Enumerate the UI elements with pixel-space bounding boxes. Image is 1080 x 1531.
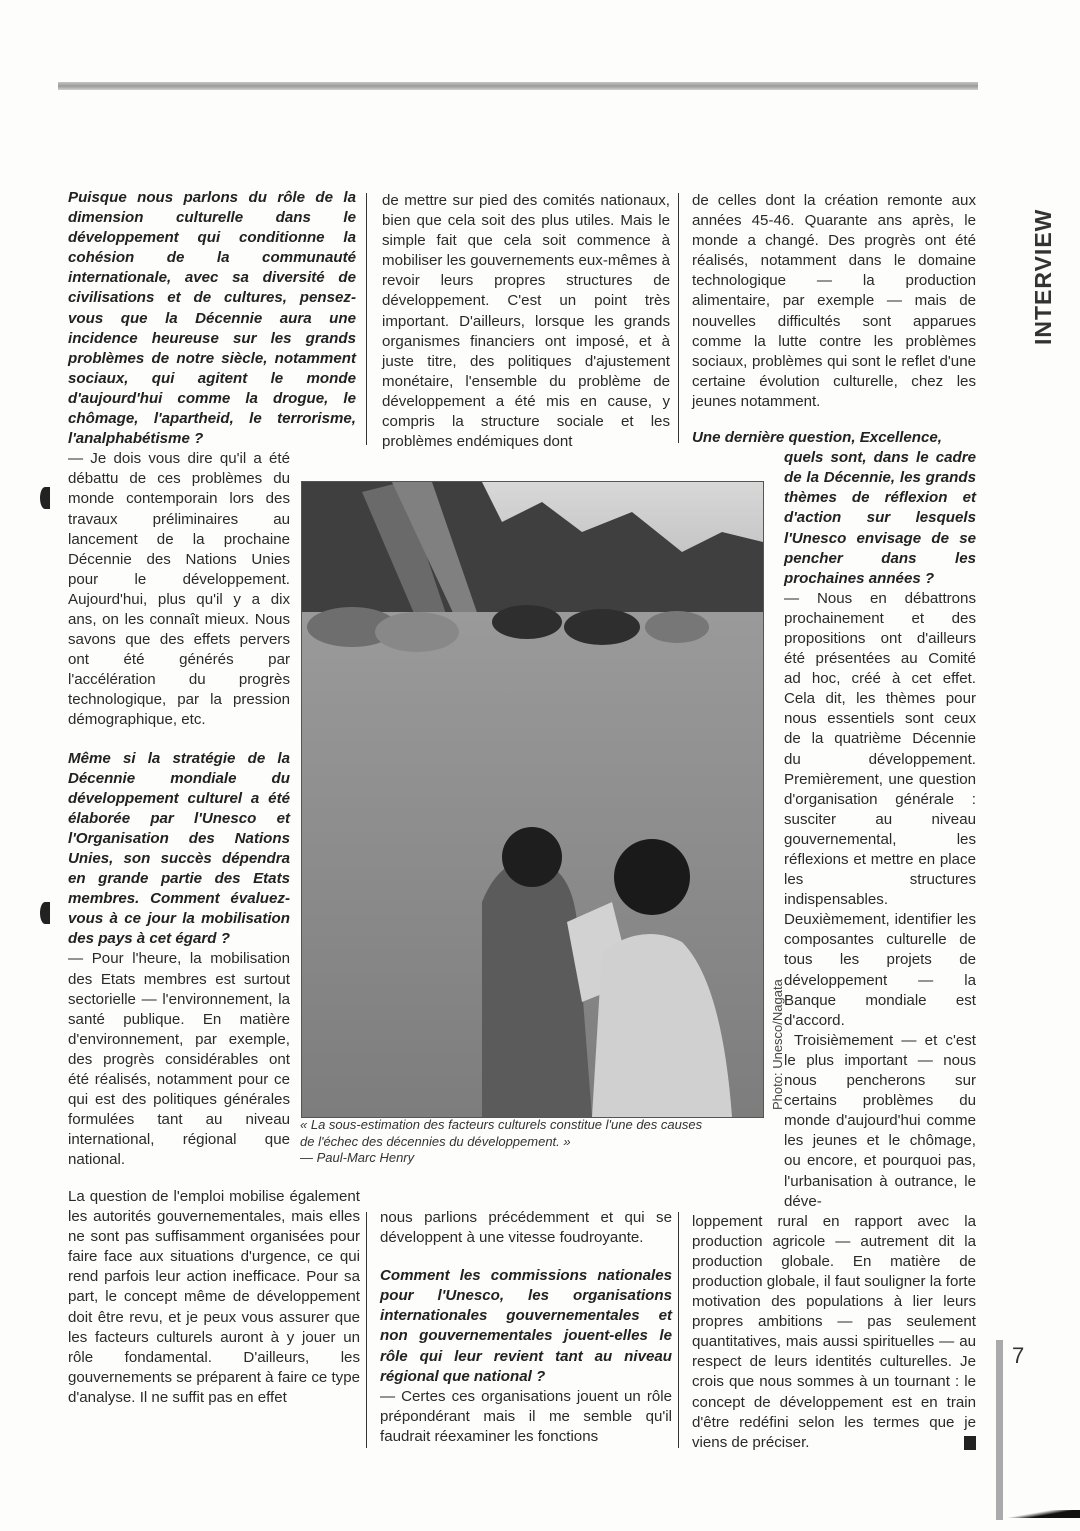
caption-quote: « La sous-estimation des facteurs culturels constitue l'une des causes de l'échec des décennies du développement. » xyxy=(300,1117,703,1149)
column-1-bottom xyxy=(68,1187,360,1408)
header-rule xyxy=(58,82,978,90)
answer-2: — Pour l'heure, la mobilisation des Etats membres est surtout sectorielle — l'environnement, la santé publique. En matière d'environnement, par exemple, des progrès considérables ont été réalisés, notamment pour ce qui est des politiques générales formulées tant au niveau international, régional que national. xyxy=(68,950,290,1169)
answer-2-continued: La question de l'emploi mobilise également les autorités gouvernementales, mais elles ne sont pas suffisamment organisées pour faire face aux situations d'urgence, ce qui rend parfois leur action inefficace. Pour sa part, le concept même de développement doit être revu, et je peux vous assurer que les facteurs culturels auront à y jouer un rôle fondamental. D'ailleurs, les gouvernements se préparent à faire ce type d'analyse. Il ne suffit pas en effet xyxy=(68,1188,360,1406)
caption-author: — Paul-Marc Henry xyxy=(300,1150,415,1165)
section-label: INTERVIEW xyxy=(1030,208,1056,345)
answer-4-part-2: Troisièmement — et c'est le plus important — nous nous pencherons sur certains problèmes du monde d'aujourd'hui comme les jeunes et le chômage, ou encore, et pourquoi pas, l'urbanisation à outrance, le dévе- xyxy=(784,1031,976,1210)
answer-4-part-3 xyxy=(692,1212,976,1453)
question-4-lead: Une dernière question, Excellence, xyxy=(692,429,942,447)
column-divider xyxy=(366,193,367,445)
page-number: 7 xyxy=(1012,1343,1025,1368)
binder-hole-icon xyxy=(40,902,50,924)
column-2-bottom xyxy=(380,1208,672,1447)
column-2 xyxy=(382,191,670,452)
answer-4-part-1: — Nous en débattrons prochainement et des propositions ont d'ailleurs été présentées au Comité ad hoc, créé à cet effet. Cela dit, les thèmes pour nous essentiels sont ceux de la quatrième Décennie du développement. Premièrement, une question d'organisation générale : susciter au niveau gouvernemental, les réflexions et mettre en place les structures indispensables. Deuxièmement, identifier les composantes culturelle de tous les projets de développement — la Banque mondiale est d'accord. xyxy=(784,589,976,1029)
question-2: Même si la stratégie de la Décennie mondiale du développement culturel a été élaborée par l'Unesco et l'Organisation des Nations Unies, son succès dépendra en grande partie des Etats membres. Comment évaluez-vous à ce jour la mobilisation des pays à cet égard ? xyxy=(68,749,290,948)
answer-3-continued: de celles dont la création remonte aux années 45-46. Quarante ans après, le monde a changé. Des progrès ont été réalisés, notamment dans le domaine technologique — la production alimentaire, par exemple — mais de nouvelles difficultés sont apparues comme la lutte contre les problèmes sociaux, problèmes qui sont le reflet d'une certaine évolution culturelle, chez les jeunes notamment. xyxy=(692,192,976,410)
question-3: Comment les commissions nationales pour l'Unesco, les organisations internationales gouvernementales et non gouvernementales jouent-elles le rôle qui leur revient tant au niveau régional que national ? xyxy=(380,1267,672,1385)
answer-1: — Je dois vous dire qu'il a été débattu de ces problèmes du monde contemporain lors des travaux préliminaires au lancement de la prochaine Décennie des Nations Unies pour le développement. Aujourd'hui, plus qu'il y a dix ans, on les connaît mieux. Nous savons que des effets pervers ont été générés par l'accélération du progrès technologique, par la pression démographique, etc. xyxy=(68,450,290,729)
answer-2-end: nous parlions précédemment et qui se développent à une vitesse foudroyante. xyxy=(380,1209,672,1247)
page-curl xyxy=(1000,1510,1080,1518)
photo-credit: Photo: Unesco/Nagata xyxy=(770,979,785,1110)
column-divider xyxy=(678,1212,679,1448)
article-photo xyxy=(301,481,764,1118)
page-edge xyxy=(996,1340,1003,1520)
end-of-article-icon xyxy=(964,1436,976,1450)
question-4: quels sont, dans le cadre de la Décennie, les grands thèmes de réflexion et d'action sur lesquels l'Unesco envisage de se pencher dans les prochaines années ? xyxy=(784,449,976,587)
column-divider xyxy=(678,193,679,443)
answer-2-continued-2: de mettre sur pied des comités nationaux, bien que cela soit des plus utiles. Mais le simple fait que cela soit commence à mobiliser les gouvernements eux-mêmes à revoir leurs propres structures de développement. C'est un point très important. D'ailleurs, lorsque les grands organismes financiers ont imposé, et à juste titre, des politiques d'ajustement monétaire, l'ensemble du problème de développement a été mis en cause, y compris la structure sociale et les problèmes endémiques dont xyxy=(382,192,670,451)
binder-hole-icon xyxy=(40,487,50,509)
photo-field-cattle-readers-icon xyxy=(302,482,763,1117)
photo-caption xyxy=(300,1117,720,1167)
answer-3: — Certes ces organisations jouent un rôle prépondérant mais il me semble qu'il faudrait réexaminer les fonctions xyxy=(380,1387,672,1445)
question-1: Puisque nous parlons du rôle de la dimension culturelle dans le développement qui conditionne la cohésion de la communauté internationale, avec sa diversité de civilisations et de cultures, pensez-vous que la Décennie aura une incidence heureuse sur les grands problèmes de notre siècle, notamment sociaux, qui agitent le monde d'aujourd'hui comme la drogue, le chômage, l'apartheid, le terrorisme, l'analphabétisme ? xyxy=(68,189,356,448)
column-divider xyxy=(366,1212,367,1448)
answer-4-part-3-text: loppement rural en rapport avec la production agricole — autrement dit la production globale. En matière de production globale, il faut souligner la forte motivation des populations à lier leurs propres ambitions — pas seulement quantitatives, mais aussi spirituelles — au respect de leurs identités culturelles. Je crois que nous sommes à un tournant : le concept de développement est en train d'être redéfini selon les termes que je viens de préciser. xyxy=(692,1212,976,1451)
